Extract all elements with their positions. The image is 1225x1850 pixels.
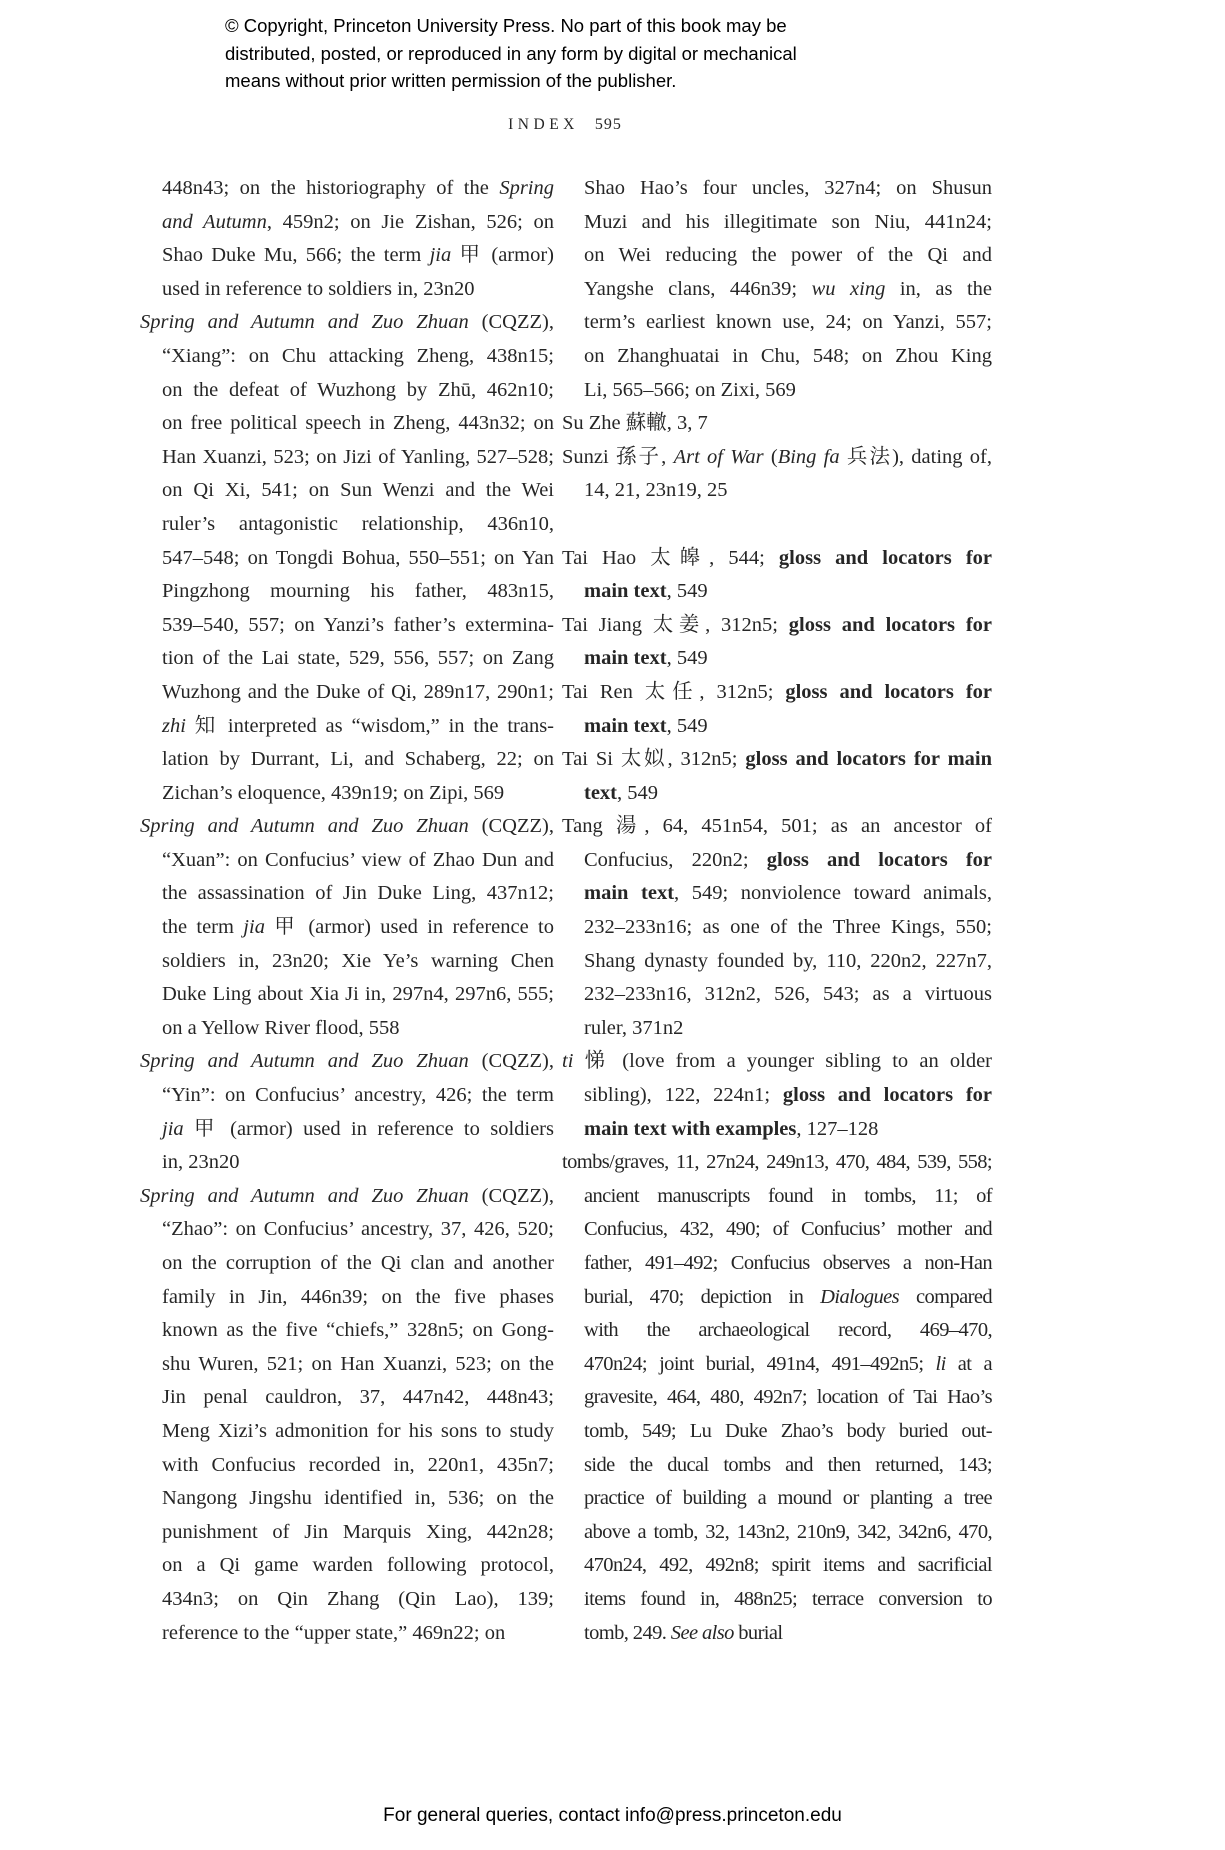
text-segment: (CQZZ), xyxy=(468,815,554,838)
text-segment: Shao Hao’s four uncles, 327n4; on Shusun xyxy=(584,177,992,199)
text-segment: above a tomb, 32, 143n2, 210n9, 342, 342n6, 470, xyxy=(584,1520,992,1543)
text-segment: shu Wuren, 521; on Han Xuanzi, 523; on the xyxy=(162,1352,554,1375)
index-line xyxy=(162,911,554,945)
text-segment: tomb, 549; Lu Duke Zhao’s body buried out- xyxy=(584,1419,992,1442)
text-segment: the assassination of Jin Duke Ling, 437n12; xyxy=(162,882,554,905)
index-entry xyxy=(562,609,992,676)
index-line xyxy=(162,844,554,878)
index-line xyxy=(162,1079,554,1113)
index-line xyxy=(584,1482,992,1516)
text-segment: See also xyxy=(670,1621,734,1644)
index-line xyxy=(584,206,992,240)
text-segment: on the corruption of the Qi clan and another xyxy=(162,1252,554,1274)
text-segment: Dialogues xyxy=(820,1285,900,1308)
index-line xyxy=(584,777,992,811)
index-line xyxy=(584,978,992,1012)
text-segment: Spring xyxy=(499,177,554,199)
page-heading: INDEX xyxy=(508,116,579,133)
index-line xyxy=(584,945,992,979)
index-line xyxy=(162,1583,554,1617)
text-segment: (CQZZ), xyxy=(468,1184,554,1207)
index-line xyxy=(584,1381,992,1415)
text-segment: Jin penal cauldron, 37, 447n42, 448n43; xyxy=(162,1386,554,1409)
index-line xyxy=(162,1381,554,1415)
index-line xyxy=(162,710,554,744)
text-segment: 539–540, 557; on Yanzi’s father’s extermina- xyxy=(162,613,554,636)
text-segment: 470n24; joint burial, 491n4, 491–492n5; xyxy=(584,1352,936,1375)
index-line xyxy=(562,1045,992,1079)
index-entry xyxy=(562,676,992,743)
text-segment: 547–548; on Tongdi Bohua, 550–551; on Yan xyxy=(162,546,554,569)
index-line xyxy=(162,1113,554,1147)
text-segment: reference to the “upper state,” 469n22; on xyxy=(162,1621,506,1644)
text-segment: in, 23n20 xyxy=(162,1151,240,1174)
index-line xyxy=(584,844,992,878)
index-line xyxy=(584,340,992,374)
text-segment: Art of War xyxy=(673,445,764,468)
text-segment: Tai Si 太姒, 312n5; xyxy=(562,748,746,771)
text-segment: 448n43; on the historiography of the xyxy=(162,177,500,199)
index-line xyxy=(162,374,554,408)
text-segment: , 459n2; on Jie Zishan, 526; on xyxy=(266,210,555,233)
index-line xyxy=(162,474,554,508)
text-segment: punishment of Jin Marquis Xing, 442n28; xyxy=(162,1520,554,1543)
text-segment: main text with examples xyxy=(584,1117,797,1140)
text-segment: with the archaeological record, 469–470, xyxy=(584,1319,992,1342)
index-line xyxy=(162,1146,554,1180)
text-segment: 兵法), dating of, xyxy=(839,445,992,468)
text-segment: 知 interpreted as “wisdom,” in the trans- xyxy=(185,714,554,737)
text-segment: wu xing xyxy=(811,277,886,300)
section-gap xyxy=(562,508,992,542)
index-line xyxy=(584,1617,992,1651)
index-line xyxy=(584,1415,992,1449)
text-segment: , 549 xyxy=(666,647,708,670)
index-line xyxy=(162,1012,554,1046)
text-segment: Confucius, 432, 490; of Confucius’ mother and xyxy=(584,1218,992,1241)
index-line xyxy=(584,642,992,676)
text-segment: text xyxy=(584,781,618,804)
text-segment: jia xyxy=(243,916,265,939)
index-line xyxy=(584,1012,992,1046)
index-line xyxy=(162,206,554,240)
index-entry xyxy=(562,810,992,1045)
index-line xyxy=(162,508,554,542)
index-entry xyxy=(140,1180,554,1650)
index-line xyxy=(162,1415,554,1449)
index-line xyxy=(584,1281,992,1315)
index-line xyxy=(562,676,992,710)
index-line xyxy=(584,1113,992,1147)
index-line xyxy=(162,273,554,307)
text-segment: Tai Jiang 太姜, 312n5; xyxy=(562,613,789,636)
index-line xyxy=(584,1583,992,1617)
index-line xyxy=(140,1180,554,1214)
text-segment: gloss and locators for xyxy=(766,848,993,871)
index-line xyxy=(162,777,554,811)
text-segment: Spring and Autumn and Zuo Zhuan xyxy=(140,1184,469,1207)
text-segment: Yangshe clans, 446n39; xyxy=(584,277,812,300)
text-segment: compared xyxy=(899,1285,992,1308)
index-column-left xyxy=(140,172,554,1650)
text-segment: family in Jin, 446n39; on the five phases xyxy=(162,1285,554,1308)
text-segment: on Wei reducing the power of the Qi and xyxy=(584,244,992,267)
text-segment: gloss and locators for xyxy=(778,546,993,569)
index-line xyxy=(584,911,992,945)
index-line xyxy=(162,676,554,710)
text-segment: 悌 (love from a younger sibling to an older xyxy=(573,1050,992,1073)
text-segment: with Confucius recorded in, 220n1, 435n7; xyxy=(162,1453,554,1476)
index-line xyxy=(584,1348,992,1382)
index-line xyxy=(162,877,554,911)
text-segment: Tang 湯, 64, 451n54, 501; as an ancestor of xyxy=(562,815,992,838)
text-segment: 470n24, 492, 492n8; spirit items and sacrificial xyxy=(584,1554,992,1577)
page-number: 595 xyxy=(594,116,622,133)
index-line xyxy=(162,642,554,676)
text-segment: Shang dynasty founded by, 110, 220n2, 227n7, xyxy=(584,949,992,972)
text-segment: Muzi and his illegitimate son Niu, 441n24; xyxy=(584,210,992,233)
text-segment: Meng Xizi’s admonition for his sons to study xyxy=(162,1419,554,1442)
index-line xyxy=(562,743,992,777)
text-segment: zhi xyxy=(162,714,186,737)
index-line xyxy=(562,810,992,844)
text-segment: “Xuan”: on Confucius’ view of Zhao Dun and xyxy=(162,848,554,871)
text-segment: tion of the Lai state, 529, 556, 557; on Zang xyxy=(162,647,554,670)
index-line xyxy=(162,1247,554,1281)
running-head xyxy=(140,116,990,134)
text-segment: , 127–128 xyxy=(796,1117,879,1140)
text-segment: on the defeat of Wuzhong by Zhū, 462n10; xyxy=(162,378,554,401)
index-line xyxy=(162,407,554,441)
index-line xyxy=(162,575,554,609)
index-entry xyxy=(562,407,992,441)
index-line xyxy=(584,1314,992,1348)
text-segment: gloss and locators for xyxy=(785,680,992,703)
index-line xyxy=(140,1045,554,1079)
index-line xyxy=(162,1213,554,1247)
text-segment: Li, 565–566; on Zixi, 569 xyxy=(584,378,796,401)
text-segment: at a xyxy=(945,1352,992,1375)
text-segment: the term xyxy=(162,916,244,939)
text-segment: 14, 21, 23n19, 25 xyxy=(584,479,728,502)
text-segment: on free political speech in Zheng, 443n32; on xyxy=(162,412,554,435)
footer-contact: For general queries, contact info@press.princeton.edu xyxy=(383,1805,842,1826)
text-segment: Han Xuanzi, 523; on Jizi of Yanling, 527–528; xyxy=(162,445,554,468)
text-segment: gloss and locators for xyxy=(788,613,993,636)
copyright-line: means without prior written permission of the publisher. xyxy=(225,70,677,91)
text-segment: Spring and Autumn and Zuo Zhuan xyxy=(140,815,469,838)
text-segment: Spring and Autumn and Zuo Zhuan xyxy=(140,1050,469,1073)
text-segment: on a Qi game warden following protocol, xyxy=(162,1554,554,1577)
index-line xyxy=(162,609,554,643)
index-line xyxy=(584,1079,992,1113)
text-segment: father, 491–492; Confucius observes a non-Han xyxy=(584,1252,992,1274)
text-segment: sibling), 122, 224n1; xyxy=(584,1084,783,1107)
text-segment: 甲 (armor) used in reference to xyxy=(264,916,554,939)
index-line xyxy=(162,1449,554,1483)
index-entry xyxy=(562,1146,992,1650)
index-entry xyxy=(562,172,992,407)
text-segment: gloss and locators for main xyxy=(745,748,992,771)
text-segment: Nangong Jingshu identified in, 536; on the xyxy=(162,1487,554,1510)
text-segment: tombs/graves, 11, 27n24, 249n13, 470, 484, 539, 558; xyxy=(562,1151,992,1174)
text-segment: ti xyxy=(562,1050,574,1073)
index-line xyxy=(584,1516,992,1550)
index-entry xyxy=(562,441,992,508)
text-segment: Shao Duke Mu, 566; the term xyxy=(162,244,430,267)
text-segment: soldiers in, 23n20; Xie Ye’s warning Chen xyxy=(162,949,554,972)
text-segment: 434n3; on Qin Zhang (Qin Lao), 139; xyxy=(162,1587,554,1610)
index-entry xyxy=(140,306,554,810)
index-line xyxy=(162,1617,554,1651)
text-segment: 232–233n16; as one of the Three Kings, 550; xyxy=(584,916,992,939)
index-line xyxy=(162,978,554,1012)
index-entry xyxy=(562,542,992,609)
text-segment: lation by Durrant, Li, and Schaberg, 22; on xyxy=(162,748,554,771)
index-entry xyxy=(562,743,992,810)
text-segment: known as the five “chiefs,” 328n5; on Gong- xyxy=(162,1319,554,1342)
index-line xyxy=(584,1247,992,1281)
text-segment: ( xyxy=(763,445,778,468)
index-line xyxy=(162,945,554,979)
index-line xyxy=(584,575,992,609)
index-line xyxy=(584,273,992,307)
index-body xyxy=(140,172,992,1650)
text-segment: Su Zhe 蘇轍, 3, 7 xyxy=(562,412,708,435)
text-segment: , 549 xyxy=(666,580,708,603)
text-segment: Sunzi 孫子, xyxy=(562,445,674,468)
text-segment: main text xyxy=(584,647,667,670)
text-segment: Bing fa xyxy=(777,445,840,468)
text-segment: term’s earliest known use, 24; on Yanzi, 557; xyxy=(584,311,992,334)
index-line xyxy=(162,1482,554,1516)
copyright-notice xyxy=(225,12,797,95)
text-segment: , 549; nonviolence toward animals, xyxy=(674,882,992,905)
text-segment: burial xyxy=(733,1621,783,1644)
index-line xyxy=(140,810,554,844)
text-segment: Pingzhong mourning his father, 483n15, xyxy=(162,580,554,603)
text-segment: “Yin”: on Confucius’ ancestry, 426; the term xyxy=(162,1084,554,1107)
text-segment: jia xyxy=(162,1117,184,1140)
text-segment: (CQZZ), xyxy=(468,1050,554,1073)
text-segment: “Xiang”: on Chu attacking Zheng, 438n15; xyxy=(162,344,554,367)
text-segment: main text xyxy=(584,882,675,905)
text-segment: Tai Ren 太任, 312n5; xyxy=(562,680,786,703)
index-entry xyxy=(140,810,554,1045)
index-line xyxy=(162,239,554,273)
index-line xyxy=(162,743,554,777)
text-segment: 甲 (armor) xyxy=(451,244,554,267)
text-segment: li xyxy=(935,1352,946,1375)
text-segment: on a Yellow River flood, 558 xyxy=(162,1016,400,1039)
index-line xyxy=(562,609,992,643)
index-line xyxy=(162,542,554,576)
text-segment: 232–233n16, 312n2, 526, 543; as a virtuous xyxy=(584,983,992,1006)
text-segment: items found in, 488n25; terrace conversion to xyxy=(584,1587,992,1610)
text-segment: Zichan’s eloquence, 439n19; on Zipi, 569 xyxy=(162,781,505,804)
index-line xyxy=(584,877,992,911)
index-line xyxy=(162,1348,554,1382)
text-segment: on Qi Xi, 541; on Sun Wenzi and the Wei xyxy=(162,479,554,502)
text-segment: Wuzhong and the Duke of Qi, 289n17, 290n1; xyxy=(162,680,554,703)
text-segment: tomb, 249. xyxy=(584,1621,671,1644)
index-line xyxy=(162,1314,554,1348)
index-entry xyxy=(140,172,554,306)
index-line xyxy=(162,441,554,475)
copyright-line: © Copyright, Princeton University Press. No part of this book may be xyxy=(225,15,787,36)
text-segment: , 549 xyxy=(617,781,659,804)
copyright-line: distributed, posted, or reproduced in any form by digital or mechanical xyxy=(225,42,797,64)
text-segment: ruler’s antagonistic relationship, 436n10, xyxy=(162,512,554,535)
index-line xyxy=(140,306,554,340)
text-segment: side the ducal tombs and then returned, 143; xyxy=(584,1453,992,1476)
index-line xyxy=(162,1549,554,1583)
text-segment: ancient manuscripts found in tombs, 11; of xyxy=(584,1184,992,1207)
text-segment: gravesite, 464, 480, 492n7; location of Tai Hao’s xyxy=(584,1386,992,1409)
text-segment: gloss and locators for xyxy=(782,1084,993,1107)
text-segment: Tai Hao 太皞, 544; xyxy=(562,546,779,569)
index-line xyxy=(584,1449,992,1483)
index-line xyxy=(162,340,554,374)
index-line xyxy=(584,239,992,273)
index-line xyxy=(584,1180,992,1214)
text-segment: used in reference to soldiers in, 23n20 xyxy=(162,277,475,300)
text-segment: main text xyxy=(584,580,667,603)
index-line xyxy=(562,542,992,576)
index-line xyxy=(584,1549,992,1583)
index-line xyxy=(162,1516,554,1550)
index-line xyxy=(584,374,992,408)
text-segment: Spring and Autumn and Zuo Zhuan xyxy=(140,311,469,334)
index-line xyxy=(584,474,992,508)
text-segment: practice of building a mound or planting a tree xyxy=(584,1487,992,1510)
index-line xyxy=(162,1281,554,1315)
text-segment: 甲 (armor) used in reference to soldiers xyxy=(183,1117,554,1140)
text-segment: Duke Ling about Xia Ji in, 297n4, 297n6, 555; xyxy=(162,983,554,1006)
index-entry xyxy=(562,1045,992,1146)
text-segment: (CQZZ), xyxy=(468,311,554,334)
text-segment: ruler, 371n2 xyxy=(584,1016,684,1039)
text-segment: on Zhanghuatai in Chu, 548; on Zhou King xyxy=(584,344,992,367)
index-line xyxy=(584,710,992,744)
text-segment: “Zhao”: on Confucius’ ancestry, 37, 426, 520; xyxy=(162,1218,554,1241)
index-line xyxy=(562,1146,992,1180)
index-entry xyxy=(140,1045,554,1179)
text-segment: main text xyxy=(584,714,667,737)
text-segment: burial, 470; depiction in xyxy=(584,1285,821,1308)
index-line xyxy=(584,1213,992,1247)
text-segment: Confucius, 220n2; xyxy=(584,848,767,871)
index-line xyxy=(562,441,992,475)
text-segment: , 549 xyxy=(666,714,708,737)
index-column-right xyxy=(562,172,992,1650)
index-line xyxy=(584,172,992,206)
index-line xyxy=(162,172,554,206)
text-segment: in, as the xyxy=(885,277,992,300)
text-segment: jia xyxy=(429,244,452,267)
text-segment: and Autumn xyxy=(162,210,267,233)
index-line xyxy=(584,306,992,340)
index-line xyxy=(562,407,992,441)
